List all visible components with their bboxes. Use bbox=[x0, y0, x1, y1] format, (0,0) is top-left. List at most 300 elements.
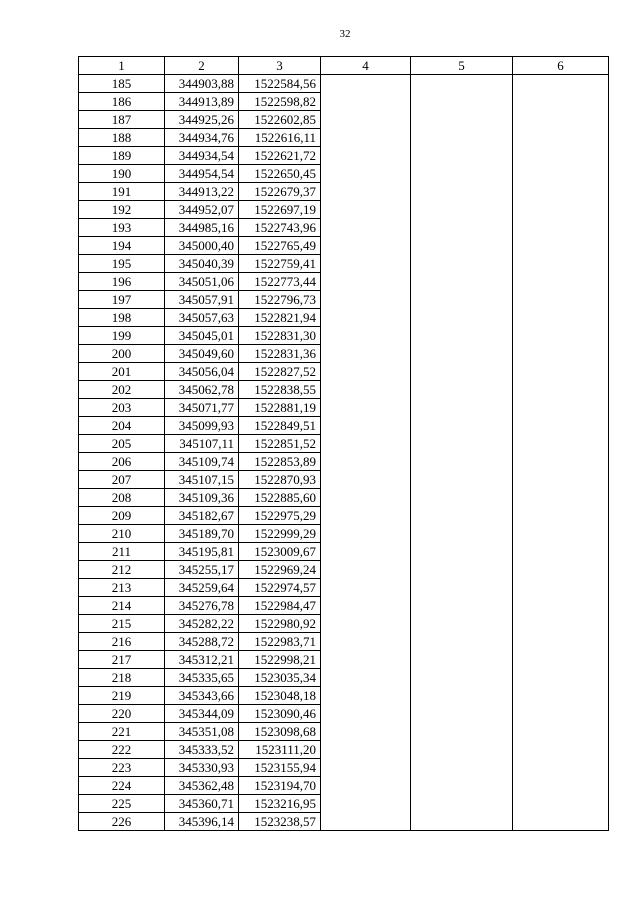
empty-cell bbox=[321, 615, 411, 633]
x-coordinate-cell: 345107,11 bbox=[165, 435, 239, 453]
table-row bbox=[79, 543, 609, 561]
table-row bbox=[79, 201, 609, 219]
empty-cell bbox=[321, 111, 411, 129]
point-number-cell: 194 bbox=[79, 237, 165, 255]
empty-cell bbox=[513, 669, 609, 687]
empty-cell bbox=[321, 723, 411, 741]
empty-cell bbox=[321, 381, 411, 399]
x-coordinate-cell: 345109,36 bbox=[165, 489, 239, 507]
empty-cell bbox=[321, 165, 411, 183]
empty-cell bbox=[411, 327, 513, 345]
point-number-cell: 203 bbox=[79, 399, 165, 417]
empty-cell bbox=[513, 723, 609, 741]
empty-cell bbox=[513, 579, 609, 597]
x-coordinate-cell: 345040,39 bbox=[165, 255, 239, 273]
table-row bbox=[79, 579, 609, 597]
empty-cell bbox=[513, 147, 609, 165]
empty-cell bbox=[513, 183, 609, 201]
x-coordinate-cell: 345000,40 bbox=[165, 237, 239, 255]
point-number-cell: 189 bbox=[79, 147, 165, 165]
empty-cell bbox=[321, 561, 411, 579]
y-coordinate-cell: 1522881,19 bbox=[239, 399, 321, 417]
y-coordinate-cell: 1522697,19 bbox=[239, 201, 321, 219]
y-coordinate-cell: 1523098,68 bbox=[239, 723, 321, 741]
empty-cell bbox=[513, 111, 609, 129]
x-coordinate-cell: 344903,88 bbox=[165, 75, 239, 93]
y-coordinate-cell: 1522984,47 bbox=[239, 597, 321, 615]
x-coordinate-cell: 345312,21 bbox=[165, 651, 239, 669]
empty-cell bbox=[513, 399, 609, 417]
empty-cell bbox=[321, 219, 411, 237]
table-row bbox=[79, 237, 609, 255]
table-row bbox=[79, 435, 609, 453]
y-coordinate-cell: 1523048,18 bbox=[239, 687, 321, 705]
x-coordinate-cell: 345109,74 bbox=[165, 453, 239, 471]
empty-cell bbox=[513, 165, 609, 183]
x-coordinate-cell: 345062,78 bbox=[165, 381, 239, 399]
empty-cell bbox=[513, 759, 609, 777]
x-coordinate-cell: 345282,22 bbox=[165, 615, 239, 633]
empty-cell bbox=[321, 453, 411, 471]
table-row bbox=[79, 525, 609, 543]
y-coordinate-cell: 1522974,57 bbox=[239, 579, 321, 597]
empty-cell bbox=[513, 813, 609, 831]
y-coordinate-cell: 1522759,41 bbox=[239, 255, 321, 273]
table-row bbox=[79, 147, 609, 165]
empty-cell bbox=[513, 597, 609, 615]
empty-cell bbox=[411, 489, 513, 507]
empty-cell bbox=[513, 201, 609, 219]
x-coordinate-cell: 345396,14 bbox=[165, 813, 239, 831]
table-row bbox=[79, 669, 609, 687]
point-number-cell: 188 bbox=[79, 129, 165, 147]
point-number-cell: 185 bbox=[79, 75, 165, 93]
y-coordinate-cell: 1523216,95 bbox=[239, 795, 321, 813]
empty-cell bbox=[411, 309, 513, 327]
y-coordinate-cell: 1523009,67 bbox=[239, 543, 321, 561]
point-number-cell: 199 bbox=[79, 327, 165, 345]
table-row bbox=[79, 813, 609, 831]
empty-cell bbox=[411, 759, 513, 777]
x-coordinate-cell: 344934,54 bbox=[165, 147, 239, 165]
empty-cell bbox=[411, 165, 513, 183]
empty-cell bbox=[411, 471, 513, 489]
empty-cell bbox=[321, 633, 411, 651]
empty-cell bbox=[513, 345, 609, 363]
x-coordinate-cell: 345330,93 bbox=[165, 759, 239, 777]
empty-cell bbox=[513, 417, 609, 435]
y-coordinate-cell: 1522831,36 bbox=[239, 345, 321, 363]
empty-cell bbox=[321, 741, 411, 759]
empty-cell bbox=[411, 615, 513, 633]
empty-cell bbox=[411, 795, 513, 813]
empty-cell bbox=[513, 327, 609, 345]
empty-cell bbox=[411, 651, 513, 669]
table-row bbox=[79, 417, 609, 435]
y-coordinate-cell: 1523194,70 bbox=[239, 777, 321, 795]
table-row bbox=[79, 399, 609, 417]
empty-cell bbox=[513, 309, 609, 327]
empty-cell bbox=[411, 543, 513, 561]
empty-cell bbox=[321, 363, 411, 381]
empty-cell bbox=[321, 705, 411, 723]
x-coordinate-cell: 345049,60 bbox=[165, 345, 239, 363]
empty-cell bbox=[321, 813, 411, 831]
empty-cell bbox=[411, 525, 513, 543]
empty-cell bbox=[321, 579, 411, 597]
y-coordinate-cell: 1522773,44 bbox=[239, 273, 321, 291]
empty-cell bbox=[411, 633, 513, 651]
table-body bbox=[79, 75, 609, 831]
x-coordinate-cell: 345057,63 bbox=[165, 309, 239, 327]
point-number-cell: 208 bbox=[79, 489, 165, 507]
table-row bbox=[79, 723, 609, 741]
empty-cell bbox=[321, 777, 411, 795]
x-coordinate-cell: 345056,04 bbox=[165, 363, 239, 381]
empty-cell bbox=[513, 777, 609, 795]
empty-cell bbox=[321, 687, 411, 705]
column-header-4: 4 bbox=[321, 57, 411, 75]
empty-cell bbox=[513, 471, 609, 489]
x-coordinate-cell: 345045,01 bbox=[165, 327, 239, 345]
table-row bbox=[79, 183, 609, 201]
column-header-2: 2 bbox=[165, 57, 239, 75]
point-number-cell: 201 bbox=[79, 363, 165, 381]
table-row bbox=[79, 489, 609, 507]
point-number-cell: 196 bbox=[79, 273, 165, 291]
y-coordinate-cell: 1522849,51 bbox=[239, 417, 321, 435]
point-number-cell: 225 bbox=[79, 795, 165, 813]
y-coordinate-cell: 1522885,60 bbox=[239, 489, 321, 507]
x-coordinate-cell: 345051,06 bbox=[165, 273, 239, 291]
point-number-cell: 216 bbox=[79, 633, 165, 651]
x-coordinate-cell: 345343,66 bbox=[165, 687, 239, 705]
empty-cell bbox=[513, 525, 609, 543]
table-row bbox=[79, 255, 609, 273]
x-coordinate-cell: 345099,93 bbox=[165, 417, 239, 435]
x-coordinate-cell: 345259,64 bbox=[165, 579, 239, 597]
empty-cell bbox=[321, 237, 411, 255]
empty-cell bbox=[321, 489, 411, 507]
y-coordinate-cell: 1522598,82 bbox=[239, 93, 321, 111]
table-row bbox=[79, 597, 609, 615]
empty-cell bbox=[321, 273, 411, 291]
y-coordinate-cell: 1522650,45 bbox=[239, 165, 321, 183]
empty-cell bbox=[513, 129, 609, 147]
point-number-cell: 214 bbox=[79, 597, 165, 615]
y-coordinate-cell: 1522853,89 bbox=[239, 453, 321, 471]
empty-cell bbox=[411, 345, 513, 363]
empty-cell bbox=[411, 291, 513, 309]
y-coordinate-cell: 1522796,73 bbox=[239, 291, 321, 309]
table-row bbox=[79, 453, 609, 471]
x-coordinate-cell: 344952,07 bbox=[165, 201, 239, 219]
page-number: 32 bbox=[339, 28, 351, 40]
y-coordinate-cell: 1522743,96 bbox=[239, 219, 321, 237]
empty-cell bbox=[513, 93, 609, 111]
table-row bbox=[79, 651, 609, 669]
empty-cell bbox=[513, 489, 609, 507]
x-coordinate-cell: 345335,65 bbox=[165, 669, 239, 687]
point-number-cell: 204 bbox=[79, 417, 165, 435]
empty-cell bbox=[321, 399, 411, 417]
table-row bbox=[79, 273, 609, 291]
table-row bbox=[79, 795, 609, 813]
empty-cell bbox=[411, 399, 513, 417]
table-row bbox=[79, 687, 609, 705]
empty-cell bbox=[411, 273, 513, 291]
empty-cell bbox=[411, 669, 513, 687]
x-coordinate-cell: 345182,67 bbox=[165, 507, 239, 525]
empty-cell bbox=[411, 381, 513, 399]
empty-cell bbox=[321, 759, 411, 777]
y-coordinate-cell: 1522870,93 bbox=[239, 471, 321, 489]
column-header-6: 6 bbox=[513, 57, 609, 75]
point-number-cell: 224 bbox=[79, 777, 165, 795]
point-number-cell: 217 bbox=[79, 651, 165, 669]
empty-cell bbox=[411, 363, 513, 381]
table-row bbox=[79, 291, 609, 309]
table-row bbox=[79, 561, 609, 579]
empty-cell bbox=[321, 597, 411, 615]
y-coordinate-cell: 1522980,92 bbox=[239, 615, 321, 633]
empty-cell bbox=[321, 291, 411, 309]
point-number-cell: 218 bbox=[79, 669, 165, 687]
x-coordinate-cell: 345333,52 bbox=[165, 741, 239, 759]
x-coordinate-cell: 345189,70 bbox=[165, 525, 239, 543]
y-coordinate-cell: 1523111,20 bbox=[239, 741, 321, 759]
y-coordinate-cell: 1522838,55 bbox=[239, 381, 321, 399]
empty-cell bbox=[321, 417, 411, 435]
y-coordinate-cell: 1522765,49 bbox=[239, 237, 321, 255]
empty-cell bbox=[411, 183, 513, 201]
point-number-cell: 226 bbox=[79, 813, 165, 831]
empty-cell bbox=[513, 741, 609, 759]
point-number-cell: 219 bbox=[79, 687, 165, 705]
empty-cell bbox=[411, 813, 513, 831]
point-number-cell: 209 bbox=[79, 507, 165, 525]
x-coordinate-cell: 344985,16 bbox=[165, 219, 239, 237]
empty-cell bbox=[411, 201, 513, 219]
y-coordinate-cell: 1522983,71 bbox=[239, 633, 321, 651]
y-coordinate-cell: 1522969,24 bbox=[239, 561, 321, 579]
empty-cell bbox=[411, 93, 513, 111]
x-coordinate-cell: 344925,26 bbox=[165, 111, 239, 129]
x-coordinate-cell: 344954,54 bbox=[165, 165, 239, 183]
table-row bbox=[79, 327, 609, 345]
table-row bbox=[79, 129, 609, 147]
point-number-cell: 205 bbox=[79, 435, 165, 453]
x-coordinate-cell: 345071,77 bbox=[165, 399, 239, 417]
point-number-cell: 193 bbox=[79, 219, 165, 237]
y-coordinate-cell: 1522827,52 bbox=[239, 363, 321, 381]
x-coordinate-cell: 345344,09 bbox=[165, 705, 239, 723]
column-header-5: 5 bbox=[411, 57, 513, 75]
table-row bbox=[79, 615, 609, 633]
x-coordinate-cell: 345351,08 bbox=[165, 723, 239, 741]
empty-cell bbox=[411, 147, 513, 165]
empty-cell bbox=[321, 255, 411, 273]
empty-cell bbox=[513, 615, 609, 633]
table-row bbox=[79, 363, 609, 381]
empty-cell bbox=[513, 237, 609, 255]
y-coordinate-cell: 1523035,34 bbox=[239, 669, 321, 687]
empty-cell bbox=[321, 147, 411, 165]
empty-cell bbox=[513, 363, 609, 381]
empty-cell bbox=[411, 579, 513, 597]
y-coordinate-cell: 1522679,37 bbox=[239, 183, 321, 201]
empty-cell bbox=[411, 453, 513, 471]
y-coordinate-cell: 1522821,94 bbox=[239, 309, 321, 327]
empty-cell bbox=[321, 327, 411, 345]
point-number-cell: 200 bbox=[79, 345, 165, 363]
empty-cell bbox=[411, 507, 513, 525]
point-number-cell: 223 bbox=[79, 759, 165, 777]
table-row bbox=[79, 633, 609, 651]
y-coordinate-cell: 1522831,30 bbox=[239, 327, 321, 345]
point-number-cell: 192 bbox=[79, 201, 165, 219]
empty-cell bbox=[513, 705, 609, 723]
empty-cell bbox=[411, 435, 513, 453]
point-number-cell: 207 bbox=[79, 471, 165, 489]
x-coordinate-cell: 344934,76 bbox=[165, 129, 239, 147]
x-coordinate-cell: 344913,22 bbox=[165, 183, 239, 201]
empty-cell bbox=[321, 795, 411, 813]
empty-cell bbox=[321, 507, 411, 525]
point-number-cell: 186 bbox=[79, 93, 165, 111]
point-number-cell: 198 bbox=[79, 309, 165, 327]
empty-cell bbox=[321, 183, 411, 201]
empty-cell bbox=[513, 255, 609, 273]
empty-cell bbox=[513, 633, 609, 651]
empty-cell bbox=[411, 75, 513, 93]
empty-cell bbox=[321, 129, 411, 147]
empty-cell bbox=[411, 705, 513, 723]
empty-cell bbox=[321, 525, 411, 543]
y-coordinate-cell: 1522602,85 bbox=[239, 111, 321, 129]
point-number-cell: 190 bbox=[79, 165, 165, 183]
empty-cell bbox=[411, 777, 513, 795]
empty-cell bbox=[321, 345, 411, 363]
point-number-cell: 220 bbox=[79, 705, 165, 723]
table-row bbox=[79, 741, 609, 759]
empty-cell bbox=[513, 219, 609, 237]
table-header-row bbox=[79, 57, 609, 75]
table-row bbox=[79, 93, 609, 111]
empty-cell bbox=[411, 417, 513, 435]
point-number-cell: 191 bbox=[79, 183, 165, 201]
point-number-cell: 215 bbox=[79, 615, 165, 633]
empty-cell bbox=[411, 597, 513, 615]
column-header-3: 3 bbox=[239, 57, 321, 75]
empty-cell bbox=[513, 453, 609, 471]
point-number-cell: 202 bbox=[79, 381, 165, 399]
x-coordinate-cell: 345362,48 bbox=[165, 777, 239, 795]
empty-cell bbox=[513, 273, 609, 291]
point-number-cell: 197 bbox=[79, 291, 165, 309]
x-coordinate-cell: 345255,17 bbox=[165, 561, 239, 579]
empty-cell bbox=[411, 687, 513, 705]
empty-cell bbox=[513, 795, 609, 813]
column-header-1: 1 bbox=[79, 57, 165, 75]
empty-cell bbox=[321, 93, 411, 111]
empty-cell bbox=[411, 741, 513, 759]
point-number-cell: 212 bbox=[79, 561, 165, 579]
empty-cell bbox=[411, 129, 513, 147]
x-coordinate-cell: 345195,81 bbox=[165, 543, 239, 561]
y-coordinate-cell: 1522616,11 bbox=[239, 129, 321, 147]
empty-cell bbox=[513, 381, 609, 399]
empty-cell bbox=[513, 651, 609, 669]
table-row bbox=[79, 165, 609, 183]
y-coordinate-cell: 1523238,57 bbox=[239, 813, 321, 831]
table-row bbox=[79, 309, 609, 327]
table-row bbox=[79, 705, 609, 723]
table-row bbox=[79, 75, 609, 93]
empty-cell bbox=[321, 471, 411, 489]
empty-cell bbox=[411, 111, 513, 129]
x-coordinate-cell: 345360,71 bbox=[165, 795, 239, 813]
empty-cell bbox=[513, 75, 609, 93]
empty-cell bbox=[321, 309, 411, 327]
x-coordinate-cell: 345288,72 bbox=[165, 633, 239, 651]
y-coordinate-cell: 1522584,56 bbox=[239, 75, 321, 93]
point-number-cell: 213 bbox=[79, 579, 165, 597]
table-row bbox=[79, 759, 609, 777]
empty-cell bbox=[321, 435, 411, 453]
empty-cell bbox=[321, 75, 411, 93]
x-coordinate-cell: 345057,91 bbox=[165, 291, 239, 309]
empty-cell bbox=[411, 219, 513, 237]
coordinates-table bbox=[78, 56, 609, 831]
empty-cell bbox=[513, 687, 609, 705]
table-row bbox=[79, 507, 609, 525]
empty-cell bbox=[411, 561, 513, 579]
x-coordinate-cell: 345276,78 bbox=[165, 597, 239, 615]
y-coordinate-cell: 1522999,29 bbox=[239, 525, 321, 543]
empty-cell bbox=[411, 237, 513, 255]
table-row bbox=[79, 219, 609, 237]
table-row bbox=[79, 381, 609, 399]
x-coordinate-cell: 345107,15 bbox=[165, 471, 239, 489]
empty-cell bbox=[513, 561, 609, 579]
empty-cell bbox=[513, 291, 609, 309]
y-coordinate-cell: 1522975,29 bbox=[239, 507, 321, 525]
empty-cell bbox=[321, 669, 411, 687]
empty-cell bbox=[321, 543, 411, 561]
point-number-cell: 187 bbox=[79, 111, 165, 129]
table-row bbox=[79, 111, 609, 129]
point-number-cell: 195 bbox=[79, 255, 165, 273]
empty-cell bbox=[321, 201, 411, 219]
table-row bbox=[79, 345, 609, 363]
empty-cell bbox=[411, 255, 513, 273]
empty-cell bbox=[513, 507, 609, 525]
empty-cell bbox=[513, 435, 609, 453]
point-number-cell: 221 bbox=[79, 723, 165, 741]
point-number-cell: 206 bbox=[79, 453, 165, 471]
point-number-cell: 210 bbox=[79, 525, 165, 543]
y-coordinate-cell: 1522621,72 bbox=[239, 147, 321, 165]
y-coordinate-cell: 1523155,94 bbox=[239, 759, 321, 777]
table-row bbox=[79, 777, 609, 795]
empty-cell bbox=[321, 651, 411, 669]
empty-cell bbox=[513, 543, 609, 561]
point-number-cell: 211 bbox=[79, 543, 165, 561]
x-coordinate-cell: 344913,89 bbox=[165, 93, 239, 111]
point-number-cell: 222 bbox=[79, 741, 165, 759]
table-row bbox=[79, 471, 609, 489]
